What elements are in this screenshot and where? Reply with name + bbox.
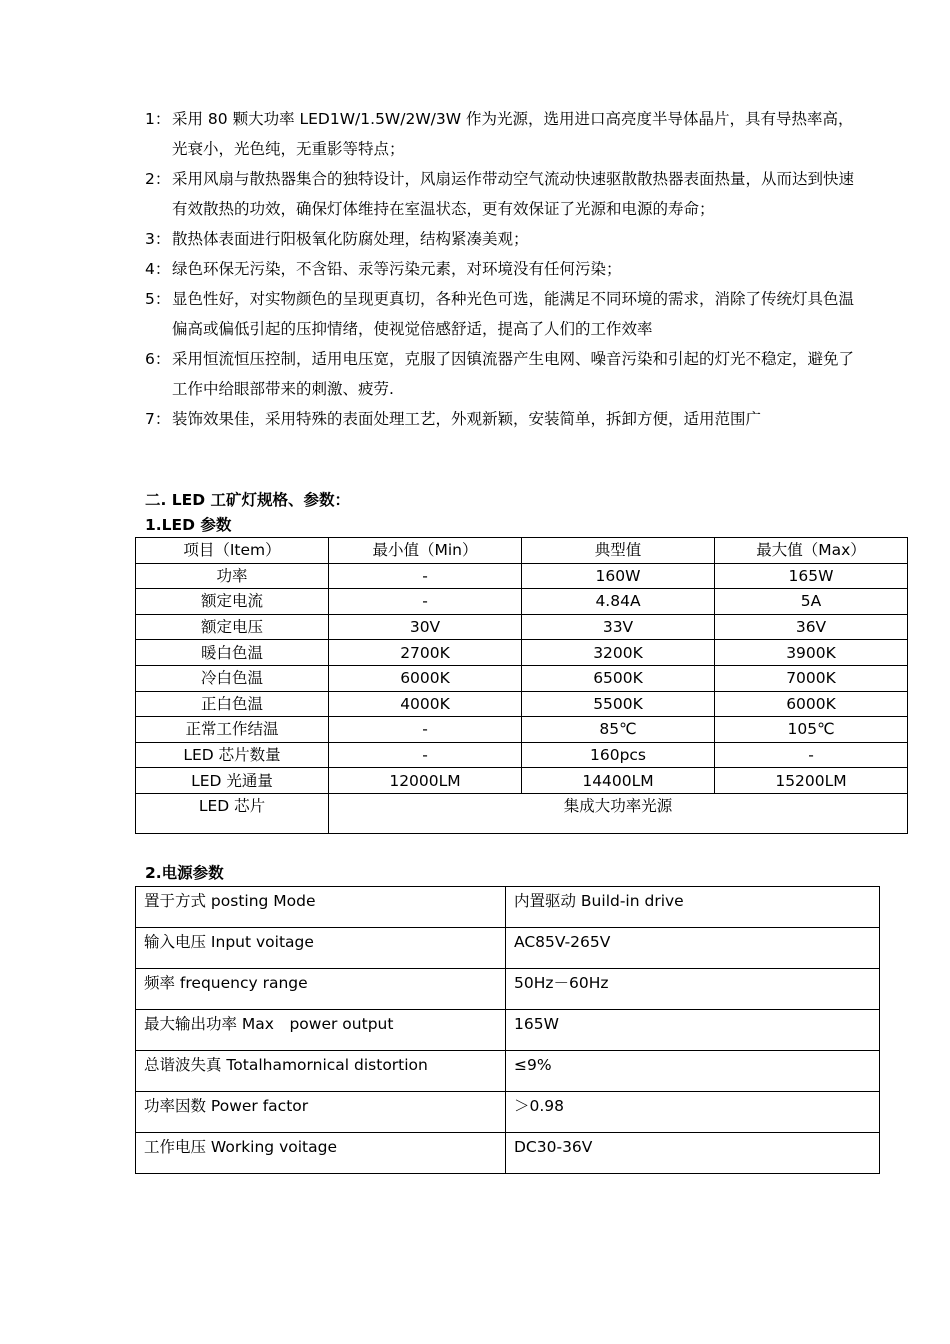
cell-max: 36V xyxy=(715,614,908,640)
table-row xyxy=(136,1010,880,1051)
feature-number: 2： xyxy=(145,170,171,188)
cell-min: 30V xyxy=(329,614,522,640)
cell-min: - xyxy=(329,717,522,743)
param-value: ≤9% xyxy=(506,1051,880,1092)
cell-max: - xyxy=(715,742,908,768)
table-row xyxy=(136,691,908,717)
feature-text: 采用风扇与散热器集合的独特设计，风扇运作带动空气流动快速驱散散热器表面热量，从而达到快速有效散热的功效，确保灯体维持在室温状态，更有效保证了光源和电源的寿命； xyxy=(172,170,855,218)
cell-max: 105℃ xyxy=(715,717,908,743)
row-label: 额定电压 xyxy=(136,614,329,640)
param-value: ＞0.98 xyxy=(506,1092,880,1133)
cell-max: 15200LM xyxy=(715,768,908,794)
row-label: LED 芯片数量 xyxy=(136,742,329,768)
table-row xyxy=(136,742,908,768)
feature-number: 6： xyxy=(145,350,171,368)
cell-typical: 85℃ xyxy=(522,717,715,743)
param-label: 总谐波失真 Totalhamornical distortion xyxy=(136,1051,506,1092)
param-label: 功率因数 Power factor xyxy=(136,1092,506,1133)
feature-text: 绿色环保无污染，不含铅、汞等污染元素，对环境没有任何污染； xyxy=(172,260,622,278)
table-row xyxy=(136,589,908,615)
param-label: 输入电压 Input voitage xyxy=(136,928,506,969)
param-value: 165W xyxy=(506,1010,880,1051)
table-row xyxy=(136,768,908,794)
cell-typical: 4.84A xyxy=(522,589,715,615)
table-row xyxy=(136,717,908,743)
feature-item xyxy=(145,284,865,344)
power-params-table xyxy=(135,886,880,1174)
row-label: 正白色温 xyxy=(136,691,329,717)
feature-number: 3： xyxy=(145,230,171,248)
feature-item xyxy=(145,164,865,224)
cell-typical: 5500K xyxy=(522,691,715,717)
cell-min: 6000K xyxy=(329,665,522,691)
cell-min: 4000K xyxy=(329,691,522,717)
table-row xyxy=(136,614,908,640)
param-label: 置于方式 posting Mode xyxy=(136,887,506,928)
cell-max: 7000K xyxy=(715,665,908,691)
cell-min: - xyxy=(329,589,522,615)
feature-text: 采用 80 颗大功率 LED1W/1.5W/2W/3W 作为光源，选用进口高亮度半导体晶片，具有导热率高，光衰小，光色纯，无重影等特点； xyxy=(172,110,854,158)
feature-item xyxy=(145,224,865,254)
section-title: 二. LED 工矿灯规格、参数： xyxy=(145,491,351,509)
table-row xyxy=(136,928,880,969)
row-label: LED 光通量 xyxy=(136,768,329,794)
param-value: 50Hz－60Hz xyxy=(506,969,880,1010)
table-row xyxy=(136,1133,880,1174)
feature-item xyxy=(145,344,865,404)
param-label: 工作电压 Working voitage xyxy=(136,1133,506,1174)
cell-min: - xyxy=(329,742,522,768)
row-label: 冷白色温 xyxy=(136,665,329,691)
row-label: LED 芯片 xyxy=(136,793,329,833)
table-row xyxy=(136,887,880,928)
feature-list xyxy=(145,104,865,434)
feature-text: 散热体表面进行阳极氧化防腐处理，结构紧凑美观； xyxy=(172,230,529,248)
table-header-row xyxy=(136,538,908,564)
param-value: 内置驱动 Build-in drive xyxy=(506,887,880,928)
feature-item xyxy=(145,254,865,284)
row-label: 额定电流 xyxy=(136,589,329,615)
cell-typical: 160pcs xyxy=(522,742,715,768)
cell-typical: 6500K xyxy=(522,665,715,691)
param-label: 频率 frequency range xyxy=(136,969,506,1010)
power-params-title: 2.电源参数 xyxy=(145,864,224,882)
table-row xyxy=(136,969,880,1010)
param-value: AC85V-265V xyxy=(506,928,880,969)
table-row xyxy=(136,640,908,666)
header-typical: 典型值 xyxy=(522,538,715,564)
cell-min: - xyxy=(329,563,522,589)
row-label: 暖白色温 xyxy=(136,640,329,666)
cell-typical: 33V xyxy=(522,614,715,640)
cell-typical: 14400LM xyxy=(522,768,715,794)
cell-min: 12000LM xyxy=(329,768,522,794)
cell-max: 6000K xyxy=(715,691,908,717)
feature-number: 5： xyxy=(145,290,171,308)
table-row xyxy=(136,1092,880,1133)
header-min: 最小值（Min） xyxy=(329,538,522,564)
feature-item xyxy=(145,104,865,164)
feature-text: 装饰效果佳，采用特殊的表面处理工艺，外观新颖，安装简单，拆卸方便，适用范围广 xyxy=(172,410,762,428)
cell-max: 3900K xyxy=(715,640,908,666)
cell-typical: 3200K xyxy=(522,640,715,666)
feature-number: 4： xyxy=(145,260,171,278)
led-params-title: 1.LED 参数 xyxy=(145,516,232,534)
row-label: 正常工作结温 xyxy=(136,717,329,743)
header-max: 最大值（Max） xyxy=(715,538,908,564)
feature-number: 1： xyxy=(145,110,171,128)
chip-value: 集成大功率光源 xyxy=(329,793,908,833)
table-row xyxy=(136,1051,880,1092)
feature-text: 显色性好，对实物颜色的呈现更真切，各种光色可选，能满足不同环境的需求，消除了传统灯具色温偏高或偏低引起的压抑情绪，使视觉倍感舒适，提高了人们的工作效率 xyxy=(172,290,855,338)
cell-min: 2700K xyxy=(329,640,522,666)
cell-max: 5A xyxy=(715,589,908,615)
feature-item xyxy=(145,404,865,434)
cell-max: 165W xyxy=(715,563,908,589)
header-item: 项目（Item） xyxy=(136,538,329,564)
table-row xyxy=(136,563,908,589)
led-params-table xyxy=(135,537,908,834)
param-label: 最大输出功率 Max power output xyxy=(136,1010,506,1051)
row-label: 功率 xyxy=(136,563,329,589)
param-value: DC30-36V xyxy=(506,1133,880,1174)
feature-number: 7： xyxy=(145,410,171,428)
table-row xyxy=(136,793,908,833)
table-row xyxy=(136,665,908,691)
feature-text: 采用恒流恒压控制，适用电压宽，克服了因镇流器产生电网、噪音污染和引起的灯光不稳定，避免了工作中给眼部带来的刺激、疲劳. xyxy=(172,350,855,398)
cell-typical: 160W xyxy=(522,563,715,589)
